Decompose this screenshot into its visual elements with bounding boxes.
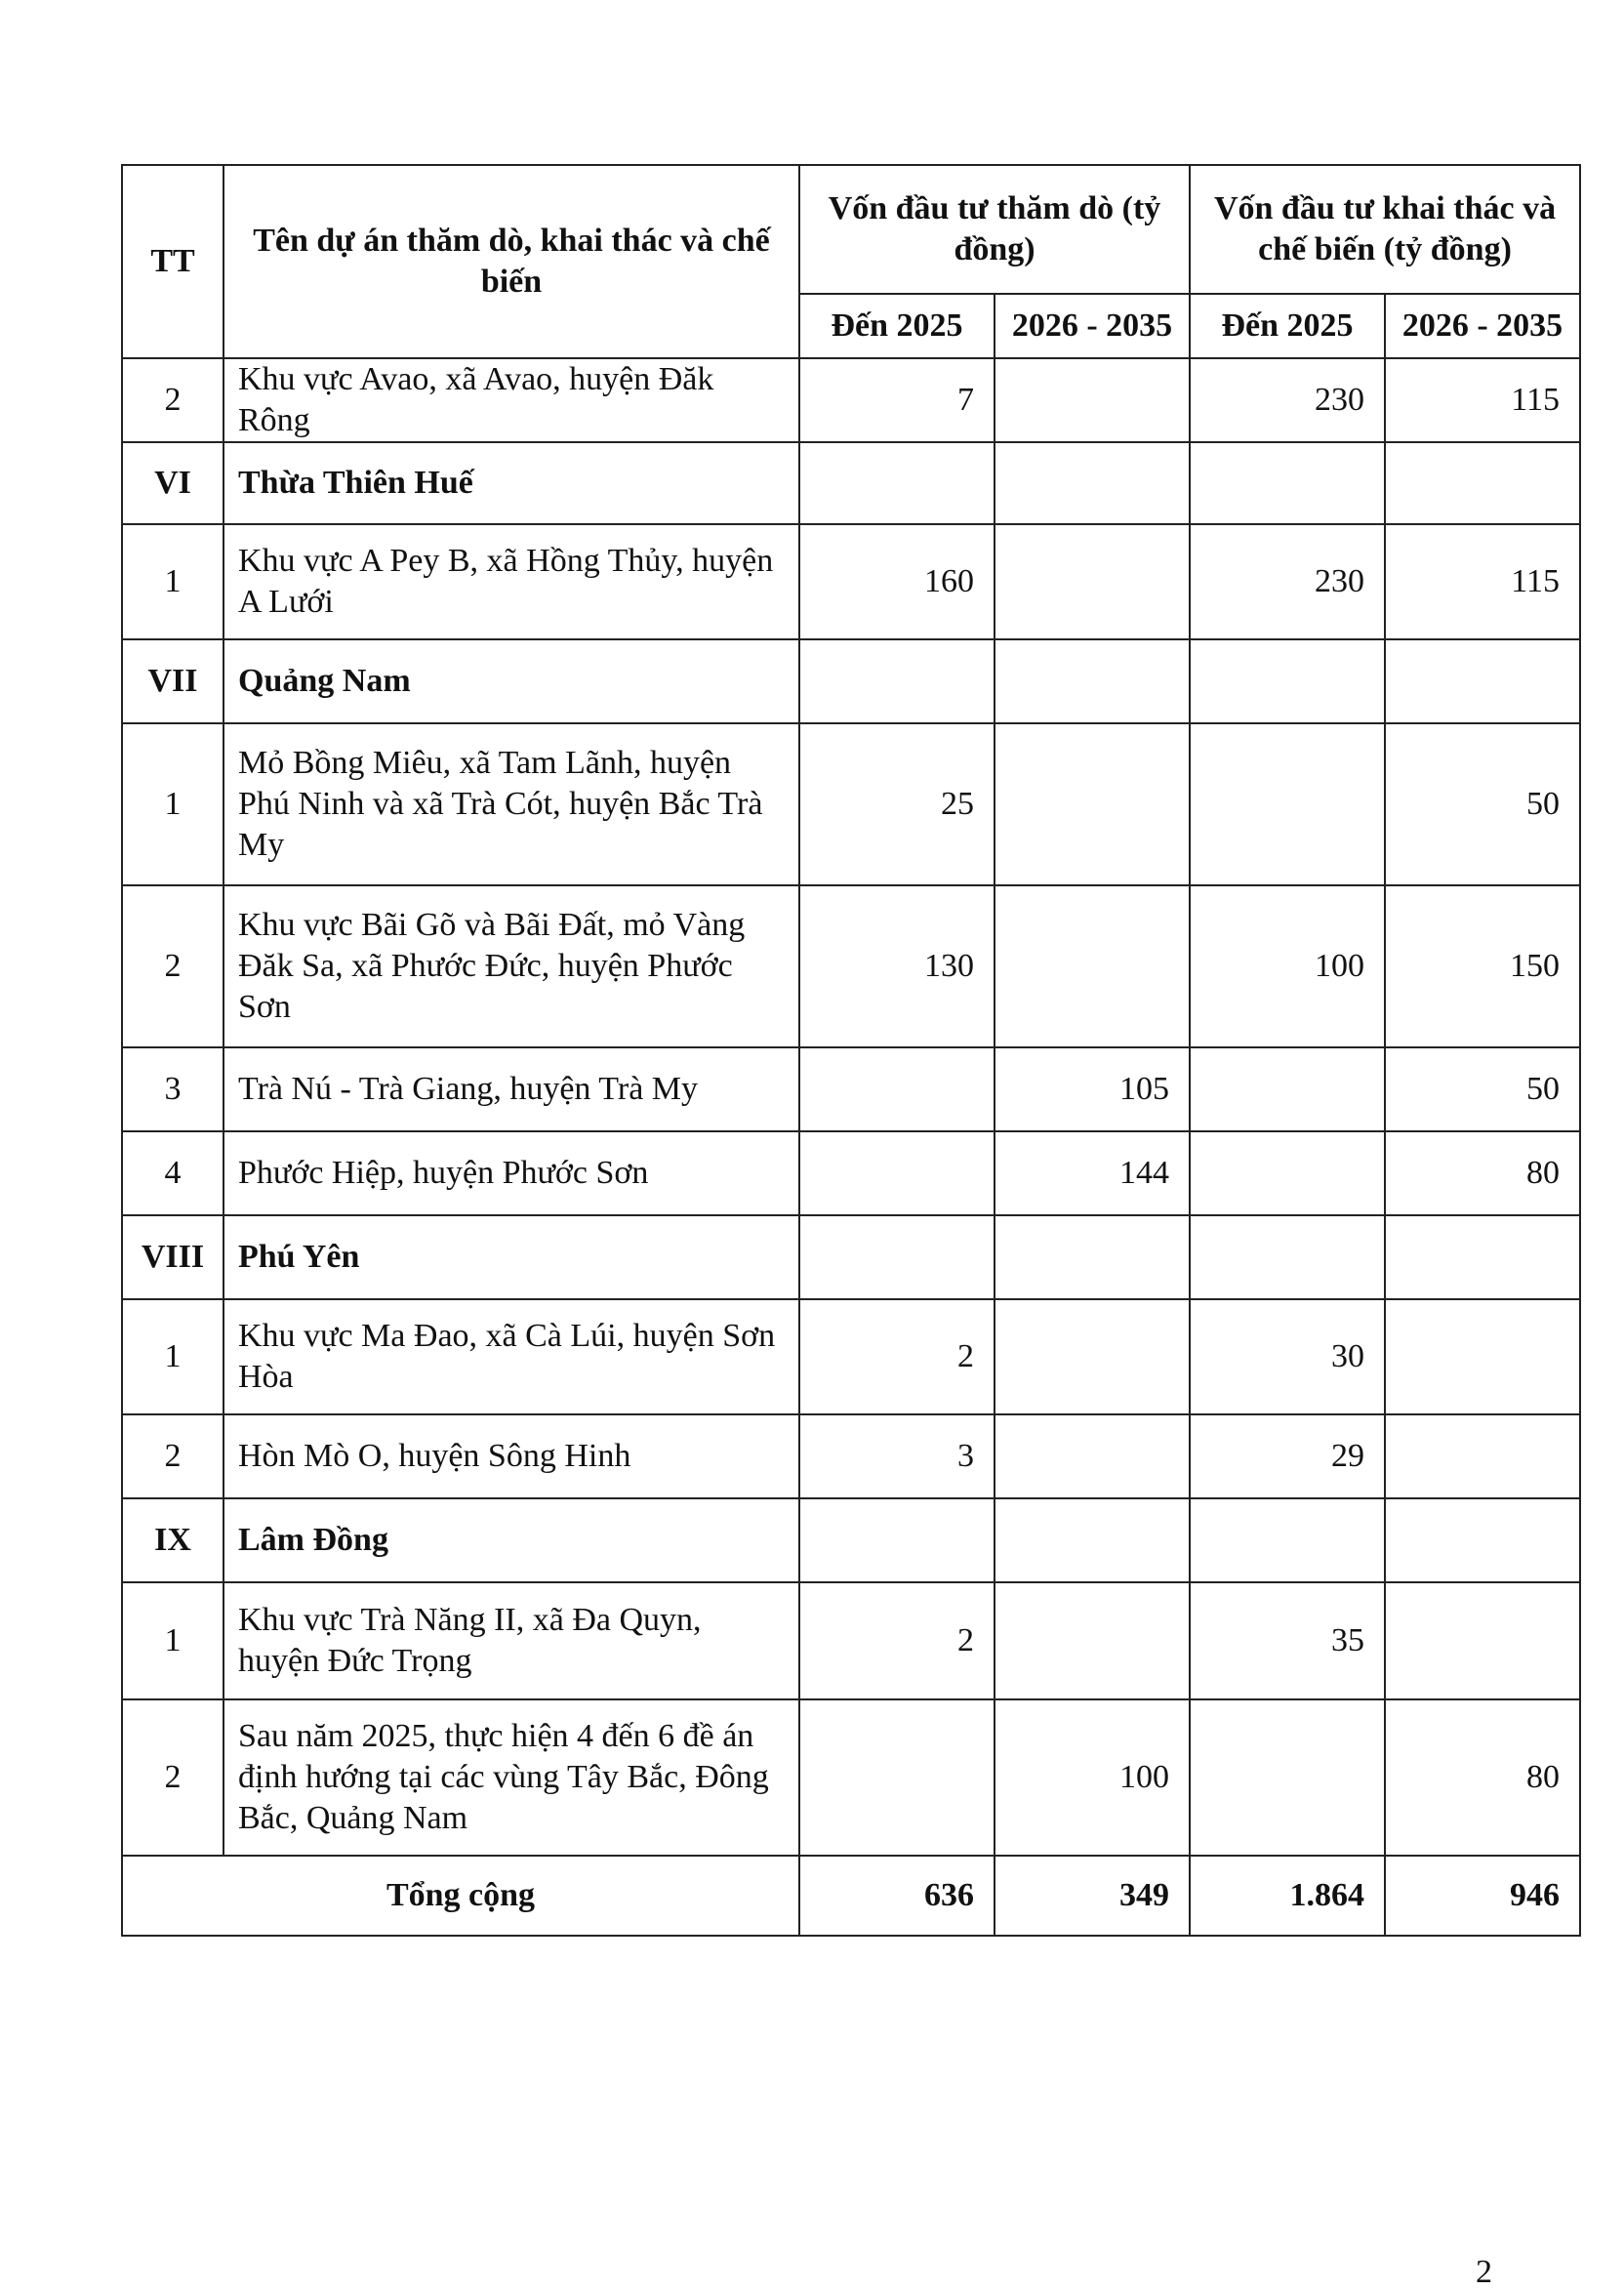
row-value: 30 bbox=[1190, 1299, 1385, 1414]
row-project-name: Mỏ Bồng Miêu, xã Tam Lãnh, huyện Phú Ninh và xã Trà Cót, huyện Bắc Trà My bbox=[223, 723, 799, 885]
row-value bbox=[799, 639, 995, 723]
row-value: 50 bbox=[1385, 1047, 1580, 1131]
header-mining-capital: Vốn đầu tư khai thác và chế biến (tỷ đồng) bbox=[1190, 165, 1580, 294]
row-value: 100 bbox=[1190, 885, 1385, 1047]
row-value: 160 bbox=[799, 524, 995, 639]
row-value: 80 bbox=[1385, 1131, 1580, 1215]
row-value bbox=[1385, 1498, 1580, 1582]
section-row bbox=[122, 1498, 1580, 1582]
row-value bbox=[1385, 1215, 1580, 1299]
row-tt: 1 bbox=[122, 723, 223, 885]
row-value bbox=[1190, 723, 1385, 885]
row-tt: 3 bbox=[122, 1047, 223, 1131]
row-project-name: Trà Nú - Trà Giang, huyện Trà My bbox=[223, 1047, 799, 1131]
row-tt: 1 bbox=[122, 1299, 223, 1414]
row-tt: 2 bbox=[122, 1414, 223, 1498]
table-row bbox=[122, 524, 1580, 639]
row-value: 130 bbox=[799, 885, 995, 1047]
row-value: 230 bbox=[1190, 358, 1385, 442]
row-value bbox=[1190, 1215, 1385, 1299]
row-value: 7 bbox=[799, 358, 995, 442]
row-value bbox=[1190, 639, 1385, 723]
table-row bbox=[122, 358, 1580, 442]
row-project-name: Khu vực Bãi Gõ và Bãi Đất, mỏ Vàng Đăk Sa, xã Phước Đức, huyện Phước Sơn bbox=[223, 885, 799, 1047]
row-value bbox=[1385, 1414, 1580, 1498]
row-value bbox=[799, 1215, 995, 1299]
row-project-name: Phước Hiệp, huyện Phước Sơn bbox=[223, 1131, 799, 1215]
section-title: Thừa Thiên Huế bbox=[223, 442, 799, 524]
total-mining-2026-2035: 946 bbox=[1385, 1856, 1580, 1936]
row-tt: 2 bbox=[122, 1699, 223, 1856]
row-value: 80 bbox=[1385, 1699, 1580, 1856]
section-title: Lâm Đồng bbox=[223, 1498, 799, 1582]
row-value bbox=[995, 1215, 1190, 1299]
table-row bbox=[122, 1299, 1580, 1414]
row-value: 150 bbox=[1385, 885, 1580, 1047]
row-value: 100 bbox=[995, 1699, 1190, 1856]
section-title: Phú Yên bbox=[223, 1215, 799, 1299]
row-value bbox=[799, 1047, 995, 1131]
investment-table bbox=[121, 164, 1581, 1937]
total-exploration-2025: 636 bbox=[799, 1856, 995, 1936]
section-tt: VIII bbox=[122, 1215, 223, 1299]
row-value bbox=[995, 358, 1190, 442]
row-value bbox=[995, 442, 1190, 524]
table-row bbox=[122, 1131, 1580, 1215]
row-tt: 4 bbox=[122, 1131, 223, 1215]
row-tt: 2 bbox=[122, 885, 223, 1047]
header-project-name: Tên dự án thăm dò, khai thác và chế biến bbox=[223, 165, 799, 358]
row-value bbox=[995, 1414, 1190, 1498]
table-row bbox=[122, 1582, 1580, 1699]
section-tt: IX bbox=[122, 1498, 223, 1582]
row-value bbox=[799, 1131, 995, 1215]
row-project-name: Hòn Mò O, huyện Sông Hinh bbox=[223, 1414, 799, 1498]
row-value bbox=[1385, 639, 1580, 723]
header-tt: TT bbox=[122, 165, 223, 358]
row-value bbox=[995, 1299, 1190, 1414]
table-row bbox=[122, 1699, 1580, 1856]
header-sub-mining-2025: Đến 2025 bbox=[1190, 294, 1385, 358]
header-sub-exploration-2025: Đến 2025 bbox=[799, 294, 995, 358]
row-value: 144 bbox=[995, 1131, 1190, 1215]
row-tt: 2 bbox=[122, 358, 223, 442]
row-value bbox=[995, 524, 1190, 639]
row-value: 2 bbox=[799, 1299, 995, 1414]
row-value: 50 bbox=[1385, 723, 1580, 885]
row-project-name: Sau năm 2025, thực hiện 4 đến 6 đề án định hướng tại các vùng Tây Bắc, Đông Bắc, Quảng Nam bbox=[223, 1699, 799, 1856]
row-value bbox=[995, 723, 1190, 885]
table-row bbox=[122, 1047, 1580, 1131]
row-tt: 1 bbox=[122, 524, 223, 639]
row-value bbox=[1190, 1047, 1385, 1131]
page-number: 2 bbox=[1476, 2254, 1492, 2290]
row-value bbox=[995, 885, 1190, 1047]
row-project-name: Khu vực Avao, xã Avao, huyện Đăk Rông bbox=[223, 358, 799, 442]
row-value bbox=[1190, 1131, 1385, 1215]
section-row bbox=[122, 639, 1580, 723]
header-row-1 bbox=[122, 165, 1580, 294]
header-sub-exploration-2026-2035: 2026 - 2035 bbox=[995, 294, 1190, 358]
row-value: 115 bbox=[1385, 524, 1580, 639]
section-row bbox=[122, 1215, 1580, 1299]
row-project-name: Khu vực A Pey B, xã Hồng Thủy, huyện A Lưới bbox=[223, 524, 799, 639]
table-row bbox=[122, 885, 1580, 1047]
row-value bbox=[995, 1582, 1190, 1699]
row-tt: 1 bbox=[122, 1582, 223, 1699]
row-value bbox=[1190, 1498, 1385, 1582]
row-value: 35 bbox=[1190, 1582, 1385, 1699]
row-value: 3 bbox=[799, 1414, 995, 1498]
row-value: 29 bbox=[1190, 1414, 1385, 1498]
table-row bbox=[122, 723, 1580, 885]
row-value: 2 bbox=[799, 1582, 995, 1699]
total-mining-2025: 1.864 bbox=[1190, 1856, 1385, 1936]
header-exploration-capital: Vốn đầu tư thăm dò (tỷ đồng) bbox=[799, 165, 1190, 294]
row-value bbox=[1190, 1699, 1385, 1856]
table-row bbox=[122, 1414, 1580, 1498]
row-value: 230 bbox=[1190, 524, 1385, 639]
row-value bbox=[995, 1498, 1190, 1582]
row-project-name: Khu vực Ma Đao, xã Cà Lúi, huyện Sơn Hòa bbox=[223, 1299, 799, 1414]
total-row bbox=[122, 1856, 1580, 1936]
section-title: Quảng Nam bbox=[223, 639, 799, 723]
row-value bbox=[1385, 442, 1580, 524]
row-value: 25 bbox=[799, 723, 995, 885]
total-label: Tổng cộng bbox=[122, 1856, 799, 1936]
row-value: 115 bbox=[1385, 358, 1580, 442]
section-tt: VII bbox=[122, 639, 223, 723]
row-value bbox=[1190, 442, 1385, 524]
row-project-name: Khu vực Trà Năng II, xã Đa Quyn, huyện Đức Trọng bbox=[223, 1582, 799, 1699]
row-value: 105 bbox=[995, 1047, 1190, 1131]
row-value bbox=[799, 442, 995, 524]
row-value bbox=[1385, 1582, 1580, 1699]
section-tt: VI bbox=[122, 442, 223, 524]
header-sub-mining-2026-2035: 2026 - 2035 bbox=[1385, 294, 1580, 358]
row-value bbox=[1385, 1299, 1580, 1414]
row-value bbox=[799, 1498, 995, 1582]
row-value bbox=[799, 1699, 995, 1856]
row-value bbox=[995, 639, 1190, 723]
total-exploration-2026-2035: 349 bbox=[995, 1856, 1190, 1936]
section-row bbox=[122, 442, 1580, 524]
